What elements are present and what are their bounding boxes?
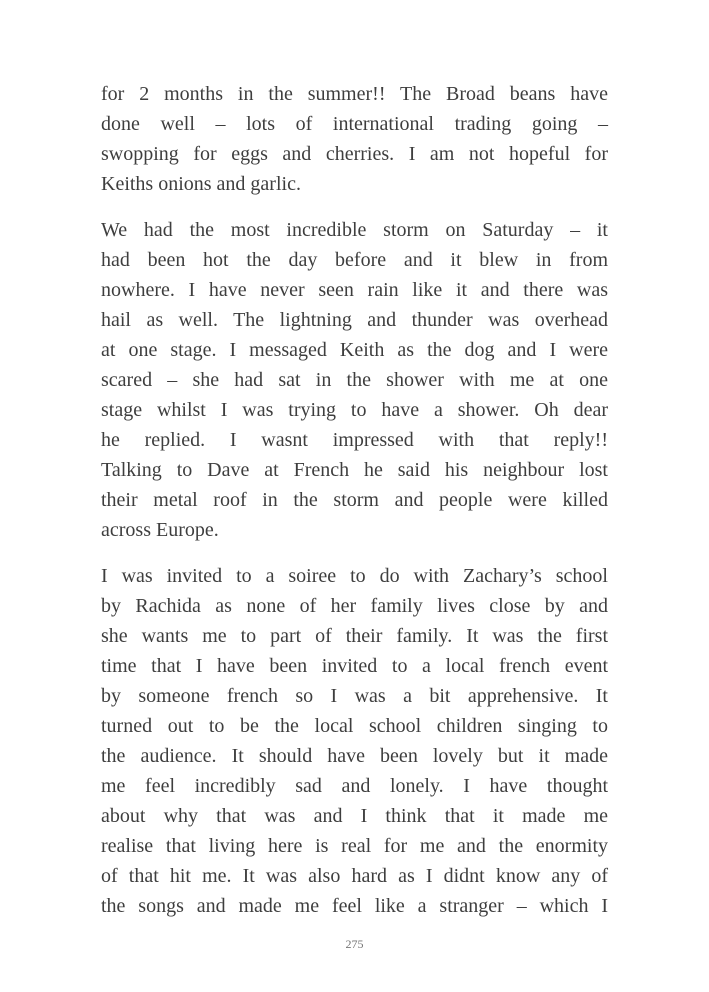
text-line: the songs and made me feel like a stranger – which I [101,895,608,917]
text-line: I was invited to a soiree to do with Zachary’s school [101,565,608,587]
text-line: scared – she had sat in the shower with me at one [101,369,608,391]
text-line: by Rachida as none of her family lives close by and [101,595,608,617]
text-block [101,79,608,937]
text-line: Talking to Dave at French he said his neighbour lost [101,459,608,481]
text-line: realise that living here is real for me and the enormity [101,835,608,857]
paragraph [101,561,608,921]
text-line: We had the most incredible storm on Saturday – it [101,219,608,241]
text-line: done well – lots of international trading going – [101,113,608,135]
paragraph [101,215,608,545]
text-line: by someone french so I was a bit apprehensive. It [101,685,608,707]
text-line: hail as well. The lightning and thunder was overhead [101,309,608,331]
text-line: time that I have been invited to a local french event [101,655,608,677]
text-line: of that hit me. It was also hard as I didnt know any of [101,865,608,887]
text-line: across Europe. [101,519,219,541]
text-line: nowhere. I have never seen rain like it and there was [101,279,608,301]
text-line: at one stage. I messaged Keith as the dog and I were [101,339,608,361]
paragraph [101,79,608,199]
text-line: he replied. I wasnt impressed with that reply!! [101,429,608,451]
text-line: swopping for eggs and cherries. I am not hopeful for [101,143,608,165]
page-number: 275 [345,937,364,951]
text-line: Keiths onions and garlic. [101,173,301,195]
text-line: for 2 months in the summer!! The Broad beans have [101,83,608,105]
text-line: the audience. It should have been lovely but it made [101,745,608,767]
text-line: she wants me to part of their family. It was the first [101,625,608,647]
text-line: had been hot the day before and it blew in from [101,249,608,271]
text-line: their metal roof in the storm and people were killed [101,489,608,511]
text-line: stage whilst I was trying to have a shower. Oh dear [101,399,608,421]
text-line: me feel incredibly sad and lonely. I have thought [101,775,608,797]
text-line: about why that was and I think that it made me [101,805,608,827]
text-line: turned out to be the local school children singing to [101,715,608,737]
